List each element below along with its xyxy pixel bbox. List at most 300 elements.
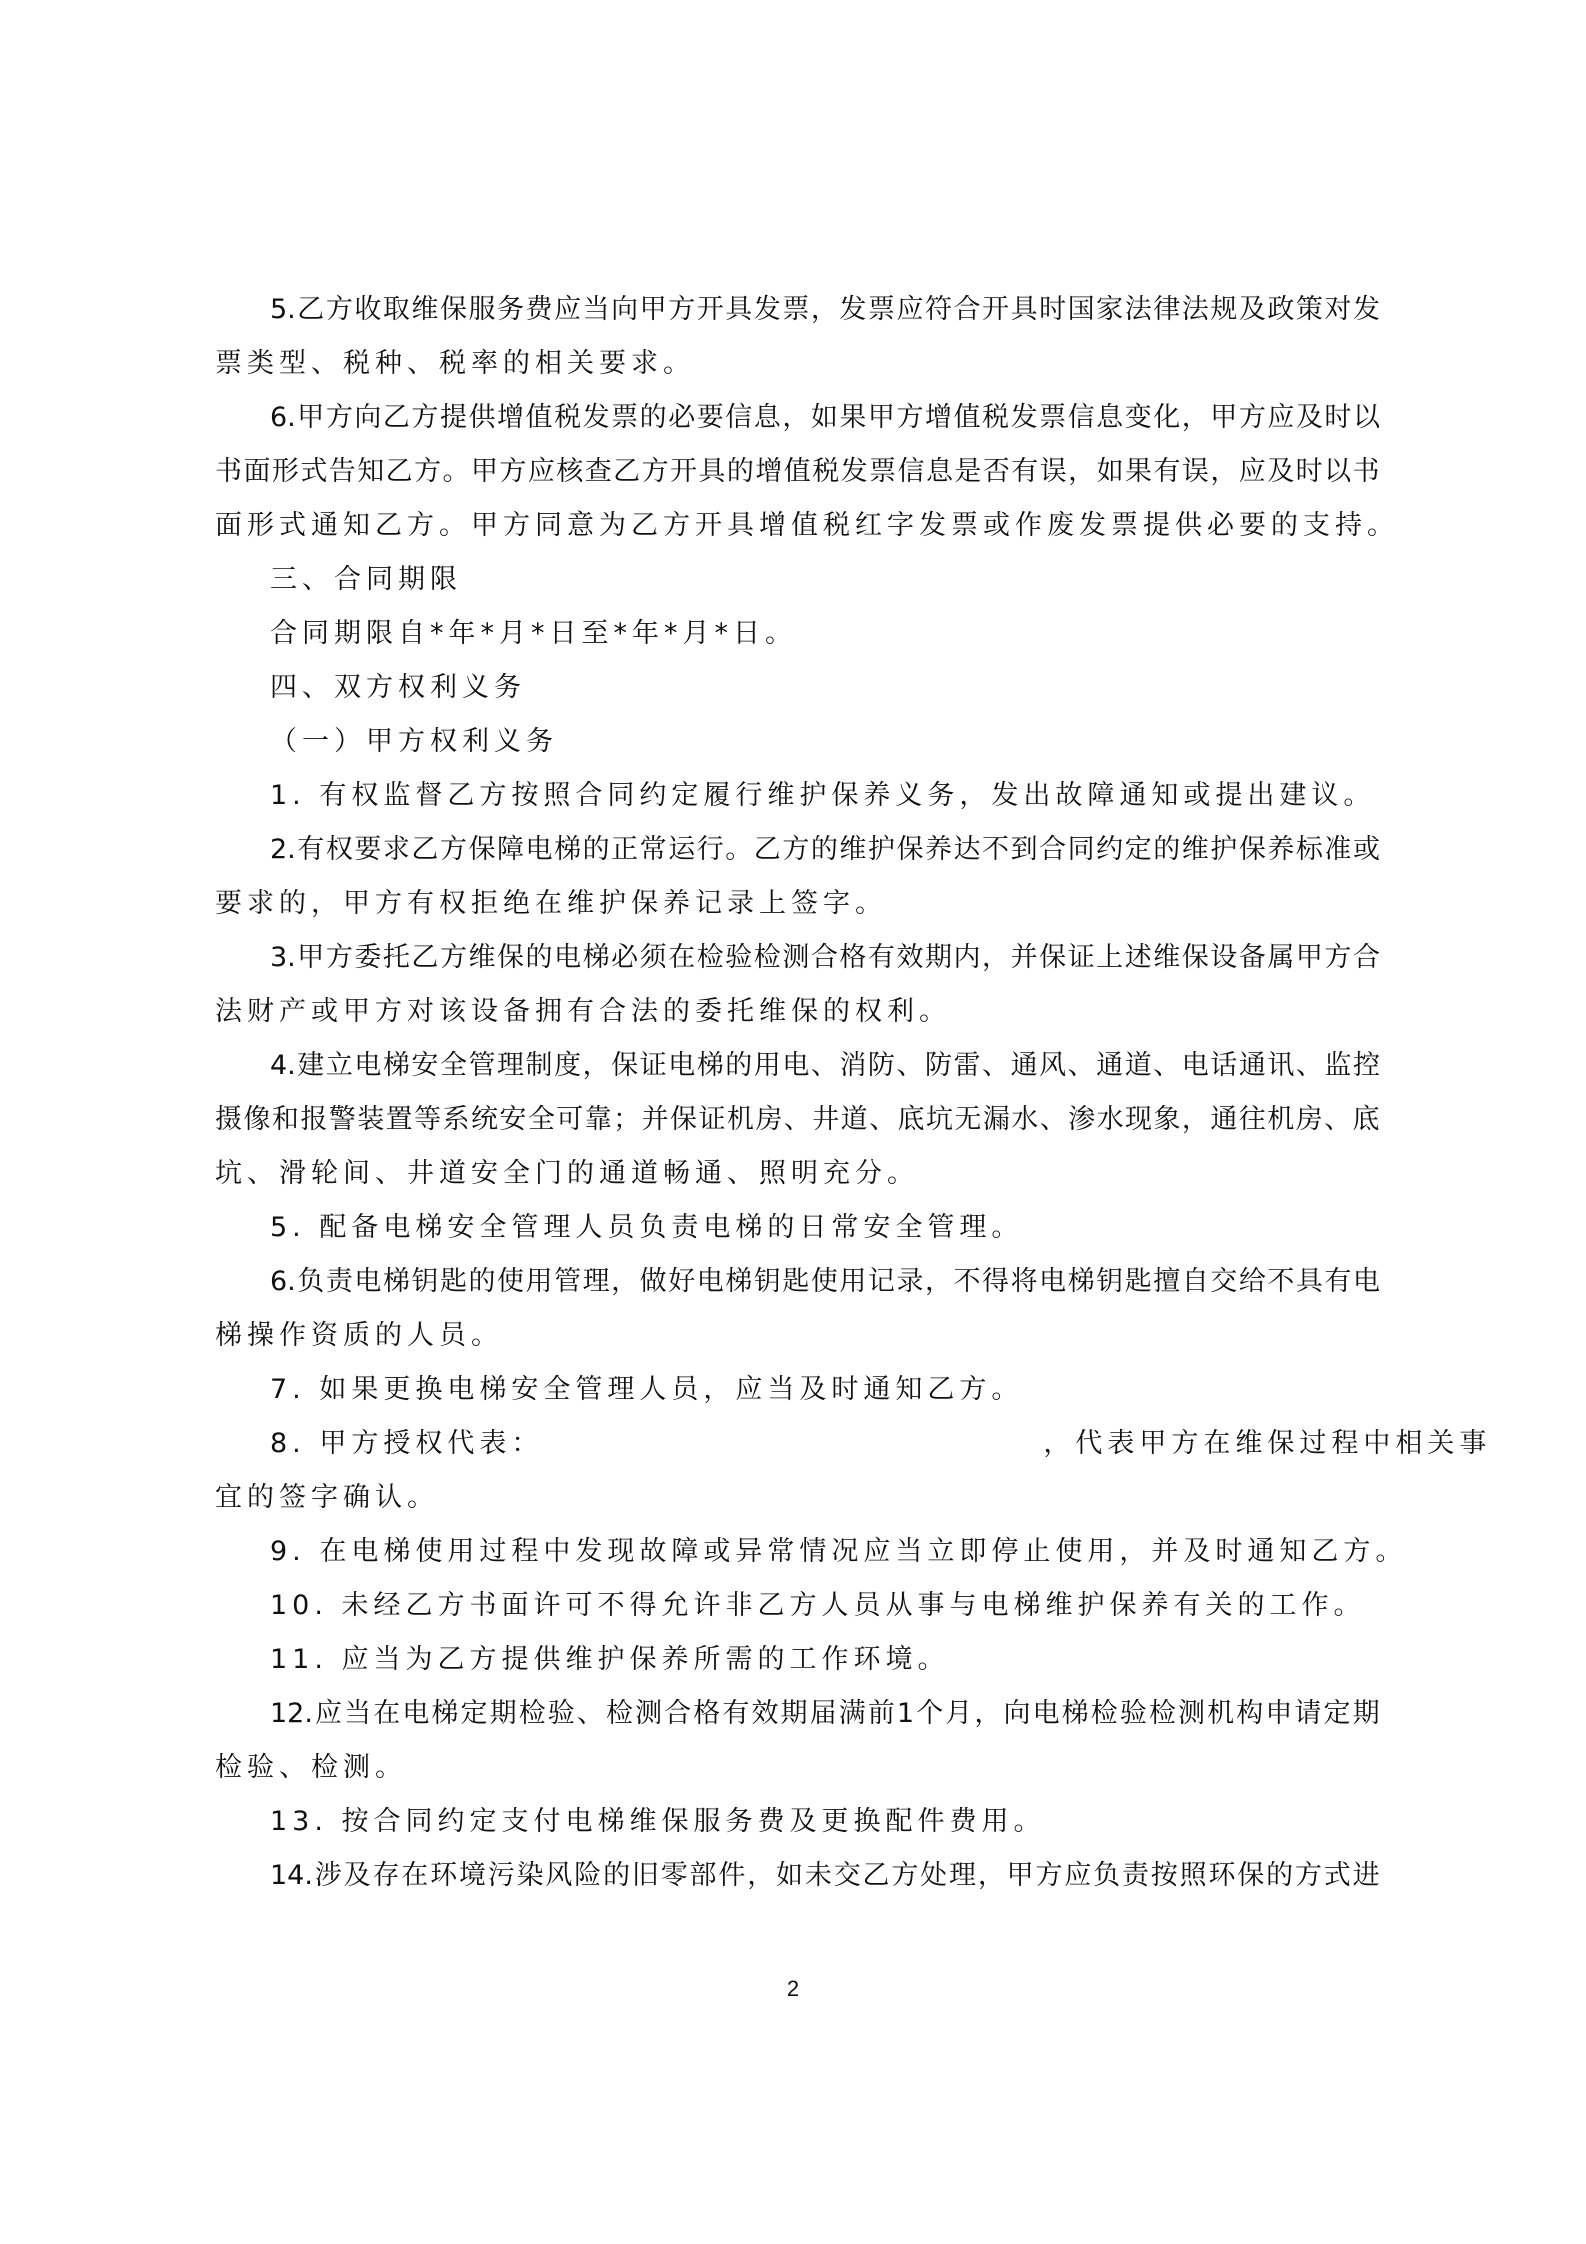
glyph: 旧: [631, 1860, 659, 1891]
glyph: 发: [1010, 402, 1038, 433]
glyph: 养: [924, 834, 952, 865]
glyph: 向: [611, 294, 639, 325]
item-5-line-1: 5. 配备电梯安全管理人员负责电梯的日常安全管理。: [270, 1212, 1024, 1243]
glyph: 规: [1210, 294, 1238, 325]
glyph: 染: [516, 1860, 544, 1891]
glyph: 期: [780, 1698, 808, 1729]
glyph: 如: [1096, 456, 1124, 487]
glyph: 使: [810, 1266, 838, 1297]
glyph: 度: [554, 1050, 582, 1081]
glyph: 果: [1125, 456, 1152, 487]
glyph: 环: [430, 1860, 458, 1891]
glyph: 障: [497, 834, 525, 865]
item-8-suffix: ，代表甲方在维保过程中相关事: [1043, 1428, 1492, 1459]
glyph: 全: [439, 1050, 467, 1081]
glyph: 常: [639, 834, 667, 865]
glyph: 核: [556, 456, 584, 487]
glyph: 甲: [1210, 402, 1238, 433]
glyph: 法: [1181, 294, 1209, 325]
item-8-label: 8. 甲方授权代表：: [270, 1428, 544, 1459]
glyph: 、: [1324, 1104, 1352, 1135]
glyph: 理: [497, 1050, 525, 1081]
contract-term-line: 合同期限自*年*月*日至*年*月*日。: [270, 618, 797, 649]
glyph: 照: [1179, 1860, 1207, 1891]
glyph: 水: [1011, 1104, 1039, 1135]
glyph: 知: [357, 456, 385, 487]
glyph: 5.: [270, 294, 296, 325]
glyph: 的: [603, 1860, 631, 1891]
glyph: 具: [1295, 1266, 1323, 1297]
glyph: 电: [1352, 1266, 1380, 1297]
glyph: 涉: [314, 1860, 342, 1891]
item-4-line-2: [215, 1102, 1380, 1138]
glyph: 时: [1324, 402, 1352, 433]
glyph: 以: [1324, 456, 1352, 487]
glyph: 用: [525, 1266, 553, 1297]
glyph: 。: [442, 456, 470, 487]
glyph: 梯: [554, 834, 582, 865]
glyph: 保: [896, 834, 924, 865]
glyph: 保: [497, 942, 525, 973]
glyph: 发: [840, 456, 868, 487]
glyph: 保: [1238, 834, 1266, 865]
glyph: 是: [954, 456, 982, 487]
glyph: 检: [518, 1698, 546, 1729]
glyph: 定: [1124, 834, 1152, 865]
glyph: 记: [867, 1266, 895, 1297]
glyph: 12.: [270, 1698, 313, 1729]
glyph: 4.: [270, 1050, 296, 1081]
glyph: 时: [1295, 456, 1323, 487]
item-2-line-1: [270, 832, 1380, 868]
glyph: 税: [812, 456, 840, 487]
glyph: 告: [328, 456, 356, 487]
glyph: 道: [840, 1104, 868, 1135]
glyph: ，: [1068, 456, 1096, 487]
glyph: 理: [582, 1266, 610, 1297]
glyph: ，: [1181, 402, 1209, 433]
glyph: 准: [1324, 834, 1352, 865]
glyph: 方: [782, 834, 810, 865]
glyph: 时: [1039, 294, 1067, 325]
glyph: 有: [1324, 1266, 1352, 1297]
glyph: 交: [833, 1860, 861, 1891]
glyph: 电: [1039, 1266, 1067, 1297]
glyph: 乙: [297, 294, 325, 325]
glyph: 个: [916, 1698, 944, 1729]
glyph: 钥: [411, 1266, 439, 1297]
glyph: 乙: [862, 1860, 890, 1891]
glyph: 现: [1125, 1104, 1152, 1135]
para-5-line-2: 票类型、税种、税率的相关要求。: [215, 348, 695, 379]
glyph: 维: [1153, 942, 1181, 973]
glyph: 方: [499, 456, 527, 487]
glyph: ，: [782, 402, 810, 433]
glyph: 房: [755, 1104, 783, 1135]
glyph: 通: [1010, 1050, 1038, 1081]
glyph: 国: [1067, 294, 1095, 325]
glyph: 及: [1238, 294, 1266, 325]
glyph: 变: [1124, 402, 1152, 433]
glyph: 零: [660, 1860, 688, 1891]
glyph: 存: [372, 1860, 400, 1891]
glyph: 和: [271, 1104, 299, 1135]
glyph: 息: [1096, 402, 1124, 433]
glyph: 应: [527, 456, 555, 487]
glyph: 证: [698, 1104, 726, 1135]
glyph: 方: [896, 402, 924, 433]
glyph: 在: [668, 942, 696, 973]
glyph: 防: [924, 1050, 952, 1081]
glyph: 境: [458, 1860, 486, 1891]
glyph: 钥: [1096, 1266, 1124, 1297]
glyph: 上: [1096, 942, 1124, 973]
item-2-line-2: 要求的，甲方有权拒绝在维护保养记录上签字。: [215, 888, 887, 919]
glyph: 建: [297, 1050, 325, 1081]
glyph: 在: [401, 1860, 429, 1891]
glyph: 前: [867, 1698, 895, 1729]
glyph: 、: [783, 1104, 811, 1135]
glyph: 机: [1267, 1104, 1295, 1135]
glyph: 报: [300, 1104, 328, 1135]
glyph: 梯: [1067, 1266, 1095, 1297]
glyph: 格: [839, 942, 867, 973]
glyph: 14.: [270, 1860, 313, 1891]
glyph: 1: [896, 1698, 915, 1729]
glyph: 房: [1295, 1104, 1323, 1135]
glyph: 坑: [925, 1104, 953, 1135]
glyph: 应: [315, 1698, 343, 1729]
glyph: 井: [812, 1104, 840, 1135]
glyph: 方: [1035, 1860, 1063, 1891]
para-6-line-1: [270, 400, 1380, 436]
glyph: 符: [924, 294, 952, 325]
glyph: 设: [1210, 942, 1238, 973]
glyph: 对: [1324, 294, 1352, 325]
glyph: 电: [554, 942, 582, 973]
glyph: 甲: [639, 294, 667, 325]
glyph: 方: [414, 456, 442, 487]
glyph: 保: [1181, 942, 1209, 973]
glyph: 甲: [297, 942, 325, 973]
glyph: 发: [582, 402, 610, 433]
glyph: 验: [1119, 1698, 1147, 1729]
glyph: 梯: [725, 1266, 753, 1297]
glyph: 政: [1267, 294, 1295, 325]
glyph: 匙: [782, 1266, 810, 1297]
glyph: 、: [982, 1050, 1010, 1081]
glyph: 6.: [270, 1266, 296, 1297]
glyph: 梯: [696, 1050, 724, 1081]
glyph: 应: [554, 294, 582, 325]
glyph: 果: [839, 402, 867, 433]
glyph: 增: [755, 456, 783, 487]
glyph: 式: [1323, 1860, 1351, 1891]
item-11-line-1: 11. 应当为乙方提供维护保养所需的工作环境。: [270, 1644, 950, 1675]
glyph: 甲: [1295, 942, 1323, 973]
glyph: 乙: [613, 456, 641, 487]
glyph: 不: [982, 834, 1010, 865]
glyph: ，: [974, 1698, 1002, 1729]
glyph: 机: [1207, 1698, 1235, 1729]
glyph: 方: [1238, 402, 1266, 433]
glyph: 、: [1153, 1050, 1181, 1081]
glyph: 以: [1352, 402, 1380, 433]
glyph: 安: [411, 1050, 439, 1081]
glyph: 书: [1352, 456, 1380, 487]
glyph: 系: [442, 1104, 470, 1135]
glyph: 未: [804, 1860, 832, 1891]
glyph: 应: [1064, 1860, 1092, 1891]
glyph: 合: [810, 942, 838, 973]
glyph: 当: [582, 294, 610, 325]
glyph: 擅: [1153, 1266, 1181, 1297]
glyph: 保: [1237, 1860, 1265, 1891]
glyph: 保: [611, 1050, 639, 1081]
glyph: 靠: [584, 1104, 612, 1135]
glyph: 自: [1181, 1266, 1209, 1297]
glyph: 定: [1323, 1698, 1351, 1729]
glyph: ，: [747, 1860, 775, 1891]
glyph: 电: [354, 1050, 382, 1081]
glyph: 开: [696, 294, 724, 325]
glyph: 息: [925, 456, 953, 487]
glyph: 向: [1003, 1698, 1031, 1729]
glyph: 及: [1295, 402, 1323, 433]
glyph: 责: [325, 1266, 353, 1297]
glyph: 检: [605, 1698, 633, 1729]
item-7-line-1: 7. 如果更换电梯安全管理人员，应当及时通知乙方。: [270, 1374, 1024, 1405]
glyph: 票: [869, 456, 897, 487]
glyph: 用: [839, 1266, 867, 1297]
glyph: 运: [668, 834, 696, 865]
glyph: 标: [1295, 834, 1323, 865]
glyph: 往: [1238, 1104, 1266, 1135]
glyph: 钥: [753, 1266, 781, 1297]
glyph: 托: [382, 942, 410, 973]
section-heading-term: 三、合同期限: [270, 564, 462, 595]
glyph: 、: [576, 1698, 604, 1729]
glyph: 式: [300, 456, 328, 487]
glyph: ，: [1181, 1104, 1209, 1135]
glyph: 维: [1181, 834, 1209, 865]
glyph: 养: [1267, 834, 1295, 865]
glyph: 、: [896, 1050, 924, 1081]
glyph: 给: [1238, 1266, 1266, 1297]
glyph: 及: [1267, 456, 1295, 487]
glyph: 梯: [382, 1266, 410, 1297]
glyph: 须: [639, 942, 667, 973]
glyph: 制: [525, 1050, 553, 1081]
glyph: 使: [497, 1266, 525, 1297]
glyph: 委: [354, 942, 382, 973]
glyph: 乙: [411, 942, 439, 973]
glyph: 风: [1039, 1050, 1067, 1081]
glyph: 负: [1093, 1860, 1121, 1891]
glyph: 梯: [1061, 1698, 1089, 1729]
glyph: 录: [896, 1266, 924, 1297]
glyph: 底: [897, 1104, 925, 1135]
glyph: 象: [1153, 1104, 1181, 1135]
glyph: 甲: [867, 402, 895, 433]
item-10-line-1: 10. 未经乙方书面许可不得允许非乙方人员从事与电梯维护保养有关的工作。: [270, 1590, 1366, 1621]
glyph: 的: [725, 1050, 753, 1081]
glyph: 具: [1010, 294, 1038, 325]
glyph: 、: [869, 1104, 897, 1135]
glyph: 合: [1352, 942, 1380, 973]
glyph: ，: [810, 294, 838, 325]
glyph: 有: [1153, 456, 1181, 487]
glyph: 维: [468, 942, 496, 973]
glyph: 供: [468, 402, 496, 433]
glyph: 件: [718, 1860, 746, 1891]
glyph: 负: [297, 1266, 325, 1297]
glyph: 有: [867, 942, 895, 973]
glyph: 方: [668, 294, 696, 325]
glyph: 等: [414, 1104, 442, 1135]
glyph: 发: [839, 294, 867, 325]
glyph: 摄: [215, 1104, 242, 1135]
glyph: ，: [924, 1266, 952, 1297]
glyph: 方: [641, 456, 669, 487]
glyph: 如: [776, 1860, 804, 1891]
glyph: 甲: [297, 402, 325, 433]
item-1-line-1: 1. 有权监督乙方按照合同约定履行维护保养义务，发出故障通知或提出建议。: [270, 780, 1376, 811]
glyph: 水: [1096, 1104, 1124, 1135]
glyph: 的: [639, 402, 667, 433]
glyph: ，: [1210, 456, 1238, 487]
glyph: 的: [582, 834, 610, 865]
glyph: 具: [698, 456, 726, 487]
glyph: 、: [810, 1050, 838, 1081]
glyph: 方: [411, 402, 439, 433]
item-6-line-1: [270, 1264, 1380, 1300]
glyph: 理: [949, 1860, 976, 1891]
glyph: 届: [809, 1698, 837, 1729]
glyph: 并: [641, 1104, 669, 1135]
glyph: ，: [582, 1050, 610, 1081]
glyph: 梯: [582, 942, 610, 973]
glyph: 控: [1352, 1050, 1380, 1081]
glyph: 请: [1294, 1698, 1322, 1729]
glyph: 将: [1010, 1266, 1038, 1297]
glyph: 票: [611, 402, 639, 433]
glyph: 定: [460, 1698, 488, 1729]
glyph: 应: [1238, 456, 1266, 487]
glyph: 环: [1208, 1860, 1236, 1891]
glyph: ，: [982, 942, 1010, 973]
glyph: 用: [753, 1050, 781, 1081]
glyph: 装: [357, 1104, 385, 1135]
glyph: 匙: [439, 1266, 467, 1297]
para-6-line-2: [215, 454, 1380, 490]
glyph: 的: [810, 834, 838, 865]
glyph: 合: [1039, 834, 1067, 865]
glyph: 处: [920, 1860, 948, 1891]
glyph: 测: [635, 1698, 663, 1729]
glyph: 期: [489, 1698, 517, 1729]
glyph: ，: [611, 1266, 639, 1297]
glyph: 测: [782, 942, 810, 973]
glyph: 测: [1178, 1698, 1206, 1729]
glyph: 或: [1352, 834, 1380, 865]
item-6-line-2: 梯操作资质的人员。: [215, 1320, 503, 1351]
glyph: 期: [924, 942, 952, 973]
glyph: 梯: [382, 1050, 410, 1081]
glyph: 全: [527, 1104, 555, 1135]
glyph: 护: [867, 834, 895, 865]
glyph: 有: [1011, 456, 1039, 487]
item-4-line-3: 坑、滑轮间、井道安全门的通道畅通、照明充分。: [215, 1158, 919, 1189]
item-12-line-1: [270, 1696, 1380, 1732]
item-3-line-1: [270, 940, 1380, 976]
glyph: 发: [1352, 294, 1380, 325]
glyph: ，: [977, 1860, 1005, 1891]
glyph: 面: [243, 456, 271, 487]
glyph: 权: [325, 834, 353, 865]
glyph: 检: [753, 942, 781, 973]
glyph: 进: [1352, 1860, 1380, 1891]
glyph: 电: [668, 1050, 696, 1081]
glyph: 保: [468, 834, 496, 865]
glyph: 不: [1267, 1266, 1295, 1297]
glyph: 方: [325, 402, 353, 433]
glyph: 梯: [431, 1698, 459, 1729]
item-8-line-1: [270, 1426, 1492, 1462]
glyph: 检: [1090, 1698, 1118, 1729]
glyph: 方: [325, 294, 353, 325]
item-8-line-2: 宜的签字确认。: [215, 1482, 439, 1513]
glyph: ；: [613, 1104, 641, 1135]
glyph: 好: [668, 1266, 696, 1297]
glyph: 务: [497, 294, 525, 325]
glyph: 的: [525, 942, 553, 973]
subsection-heading-party-a: （一）甲方权利义务: [270, 726, 558, 757]
glyph: 的: [1153, 834, 1181, 865]
glyph: 增: [924, 402, 952, 433]
glyph: 增: [497, 402, 525, 433]
glyph: 误: [1039, 456, 1067, 487]
item-13-line-1: 13. 按合同约定支付电梯维保服务费及更换配件费用。: [270, 1806, 1046, 1837]
glyph: 可: [556, 1104, 584, 1135]
glyph: 要: [696, 402, 724, 433]
glyph: 的: [1266, 1860, 1294, 1891]
glyph: 值: [525, 402, 553, 433]
glyph: 保: [439, 294, 467, 325]
glyph: 道: [1124, 1050, 1152, 1081]
glyph: 防: [867, 1050, 895, 1081]
glyph: 律: [1153, 294, 1181, 325]
glyph: 家: [1096, 294, 1124, 325]
glyph: 按: [1150, 1860, 1178, 1891]
glyph: 电: [402, 1698, 430, 1729]
glyph: 证: [1067, 942, 1095, 973]
glyph: 到: [1010, 834, 1038, 865]
glyph: 费: [525, 294, 553, 325]
glyph: 电: [525, 834, 553, 865]
glyph: 书: [215, 456, 242, 487]
glyph: 6.: [270, 402, 296, 433]
glyph: 电: [782, 1050, 810, 1081]
glyph: 电: [1032, 1698, 1060, 1729]
glyph: 险: [574, 1860, 602, 1891]
glyph: 税: [554, 402, 582, 433]
glyph: 如: [810, 402, 838, 433]
page-number: 2: [786, 1976, 800, 2001]
glyph: 证: [639, 1050, 667, 1081]
glyph: 污: [487, 1860, 515, 1891]
glyph: 像: [243, 1104, 271, 1135]
